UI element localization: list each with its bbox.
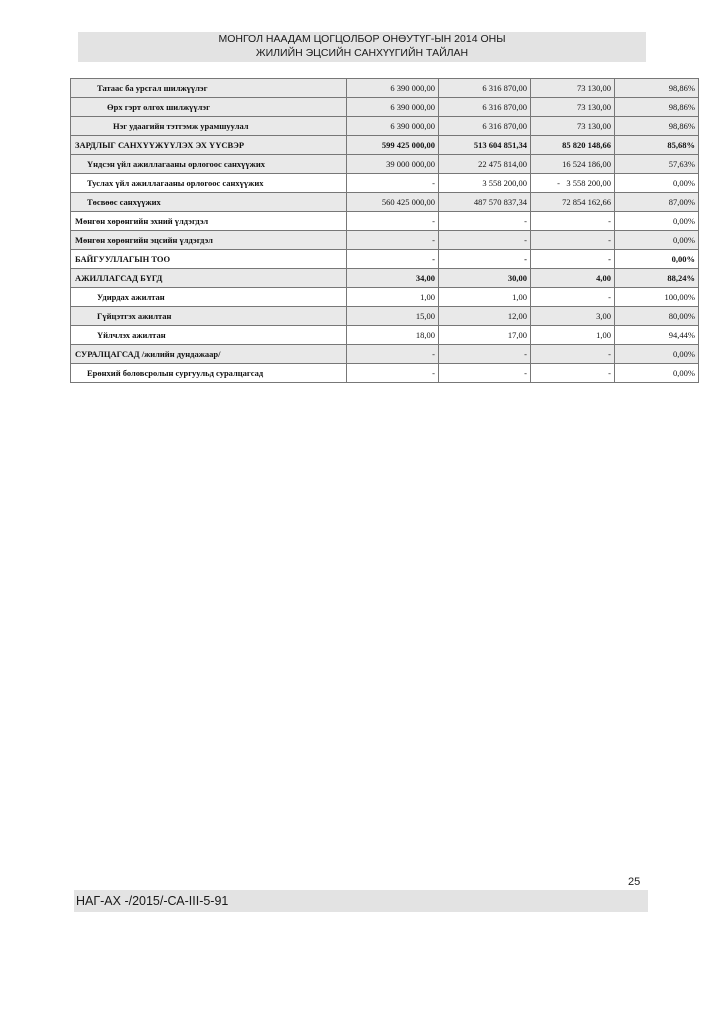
cell-value: 34,00: [347, 269, 439, 288]
row-label: Төсвөөс санхүүжих: [71, 193, 347, 212]
cell-percent: 80,00%: [615, 307, 699, 326]
row-label: Мөнгөн хөрөнгийн эхний үлдэгдэл: [71, 212, 347, 231]
document-code-footer: [74, 890, 648, 912]
table-row: [71, 231, 699, 250]
row-label: Ерөнхий боловсролын сургуульд суралцагсад: [71, 364, 347, 383]
cell-value: -: [531, 250, 615, 269]
cell-value: 17,00: [439, 326, 531, 345]
row-label: Үндсэн үйл ажиллагааны орлогоос санхүүжих: [71, 155, 347, 174]
cell-value: 18,00: [347, 326, 439, 345]
page-number: 25: [628, 876, 641, 888]
row-label: АЖИЛЛАГСАД БҮГД: [71, 269, 347, 288]
cell-value: 73 130,00: [531, 117, 615, 136]
cell-value: -: [347, 250, 439, 269]
cell-value: 73 130,00: [531, 98, 615, 117]
cell-value: -: [439, 364, 531, 383]
table-row: [71, 193, 699, 212]
cell-value: 73 130,00: [531, 79, 615, 98]
table-row: [71, 79, 699, 98]
page-header: [78, 32, 646, 62]
report-title-line2: ЖИЛИЙН ЭЦСИЙН САНХҮҮГИЙН ТАЙЛАН: [255, 47, 469, 59]
cell-value: -: [347, 212, 439, 231]
cell-value: 6 316 870,00: [439, 98, 531, 117]
row-label: Татаас ба урсгал шилжүүлэг: [71, 79, 347, 98]
cell-value: 1,00: [347, 288, 439, 307]
cell-value: -: [531, 364, 615, 383]
table-row: [71, 212, 699, 231]
cell-value: 4,00: [531, 269, 615, 288]
cell-value: -: [531, 288, 615, 307]
cell-percent: 0,00%: [615, 364, 699, 383]
table-row: [71, 250, 699, 269]
cell-value: -: [531, 231, 615, 250]
table-row: [71, 288, 699, 307]
cell-percent: 88,24%: [615, 269, 699, 288]
cell-value: 513 604 851,34: [439, 136, 531, 155]
cell-value: -: [439, 212, 531, 231]
row-label: Үйлчлэх ажилтан: [71, 326, 347, 345]
cell-percent: 85,68%: [615, 136, 699, 155]
cell-value: 3 558 200,00: [439, 174, 531, 193]
cell-percent: 87,00%: [615, 193, 699, 212]
cell-value: -: [347, 231, 439, 250]
cell-percent: 0,00%: [615, 231, 699, 250]
row-label: Нэг удаагийн тэтгэмж урамшуулал: [71, 117, 347, 136]
row-label: Гүйцэтгэх ажилтан: [71, 307, 347, 326]
table-row: [71, 155, 699, 174]
cell-value: 85 820 148,66: [531, 136, 615, 155]
cell-percent: 94,44%: [615, 326, 699, 345]
cell-value: 1,00: [531, 326, 615, 345]
cell-value: -: [347, 364, 439, 383]
cell-value: 6 316 870,00: [439, 79, 531, 98]
cell-value: -: [439, 345, 531, 364]
row-label: БАЙГУУЛЛАГЫН ТОО: [71, 250, 347, 269]
cell-value: -: [531, 345, 615, 364]
cell-percent: 0,00%: [615, 174, 699, 193]
cell-percent: 98,86%: [615, 79, 699, 98]
cell-percent: 100,00%: [615, 288, 699, 307]
cell-value: 15,00: [347, 307, 439, 326]
cell-value: 3,00: [531, 307, 615, 326]
cell-value: 16 524 186,00: [531, 155, 615, 174]
document-code: НАГ-АХ -/2015/-СА-III-5-91: [76, 894, 229, 908]
cell-value: 22 475 814,00: [439, 155, 531, 174]
table-row: [71, 136, 699, 155]
table-row: [71, 307, 699, 326]
cell-value: 6 390 000,00: [347, 117, 439, 136]
row-label: ЗАРДЛЫГ САНХҮҮЖҮҮЛЭХ ЭХ ҮҮСВЭР: [71, 136, 347, 155]
cell-percent: 0,00%: [615, 212, 699, 231]
cell-value: 72 854 162,66: [531, 193, 615, 212]
table-row: [71, 364, 699, 383]
row-label: Удирдах ажилтан: [71, 288, 347, 307]
cell-value: 6 390 000,00: [347, 79, 439, 98]
cell-value: -: [347, 345, 439, 364]
table-row: [71, 326, 699, 345]
cell-percent: 98,86%: [615, 98, 699, 117]
cell-value: -: [439, 231, 531, 250]
row-label: СУРАЛЦАГСАД /жилийн дундажаар/: [71, 345, 347, 364]
cell-percent: 98,86%: [615, 117, 699, 136]
cell-value: 12,00: [439, 307, 531, 326]
budget-table: [70, 78, 699, 383]
table-row: [71, 345, 699, 364]
cell-value: 6 390 000,00: [347, 98, 439, 117]
table-row: [71, 117, 699, 136]
cell-value: - 3 558 200,00: [531, 174, 615, 193]
cell-value: 1,00: [439, 288, 531, 307]
cell-value: 39 000 000,00: [347, 155, 439, 174]
cell-value: -: [347, 174, 439, 193]
cell-value: 560 425 000,00: [347, 193, 439, 212]
cell-value: 30,00: [439, 269, 531, 288]
cell-value: 599 425 000,00: [347, 136, 439, 155]
table-row: [71, 269, 699, 288]
table-row: [71, 98, 699, 117]
row-label: Мөнгөн хөрөнгийн эцсийн үлдэгдэл: [71, 231, 347, 250]
cell-percent: 0,00%: [615, 345, 699, 364]
cell-percent: 57,63%: [615, 155, 699, 174]
row-label: Туслах үйл ажиллагааны орлогоос санхүүжих: [71, 174, 347, 193]
cell-value: 487 570 837,34: [439, 193, 531, 212]
row-label: Өрх гэрт олгох шилжүүлэг: [71, 98, 347, 117]
cell-value: -: [439, 250, 531, 269]
table-row: [71, 174, 699, 193]
cell-value: 6 316 870,00: [439, 117, 531, 136]
cell-percent: 0,00%: [615, 250, 699, 269]
report-title-line1: МОНГОЛ НААДАМ ЦОГЦОЛБОР ОНӨУТҮГ-ЫН 2014 ОНЫ: [218, 33, 506, 45]
cell-value: -: [531, 212, 615, 231]
